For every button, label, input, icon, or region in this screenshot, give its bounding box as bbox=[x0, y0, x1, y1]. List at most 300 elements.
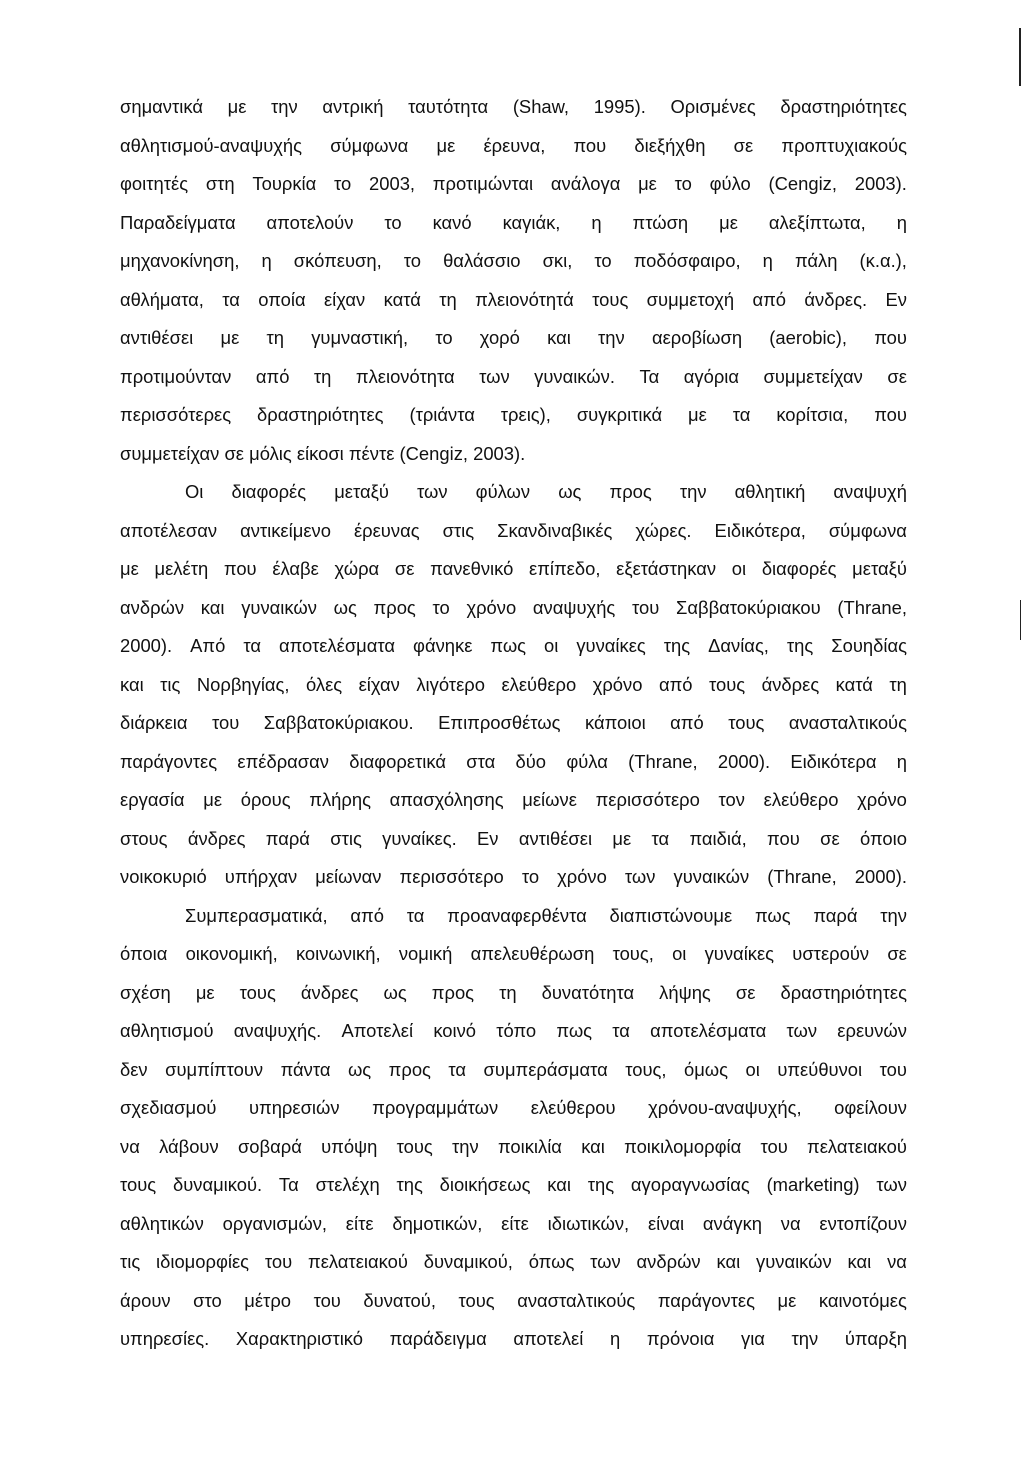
word: χρόνο bbox=[592, 673, 643, 695]
word: τους bbox=[396, 1135, 433, 1157]
word: χώρα bbox=[334, 558, 380, 579]
word: την bbox=[271, 96, 298, 117]
word: ελεύθερο bbox=[763, 789, 839, 810]
word: Σαββατοκύριακου bbox=[676, 596, 821, 618]
word: που bbox=[573, 134, 607, 156]
word: άνδρες bbox=[187, 827, 246, 849]
word: προς bbox=[373, 596, 416, 618]
word: (aerobic), bbox=[769, 327, 847, 348]
text-line bbox=[120, 1243, 907, 1282]
word: αναψυχής. bbox=[233, 1020, 322, 1041]
word: μεταξύ bbox=[334, 481, 389, 502]
word: τις bbox=[120, 1251, 141, 1272]
word: το bbox=[435, 327, 453, 348]
word: συμμετείχαν bbox=[763, 365, 863, 387]
word: των bbox=[417, 481, 448, 502]
word: προς bbox=[388, 1058, 431, 1080]
word: Σουηδίας bbox=[831, 635, 907, 656]
word: της bbox=[786, 635, 814, 656]
word: υπηρεσιών bbox=[248, 1097, 340, 1118]
word: εργασία bbox=[120, 789, 185, 810]
word: τη bbox=[439, 288, 457, 310]
word: στη bbox=[205, 173, 235, 194]
word: κοινωνική, bbox=[295, 943, 381, 964]
word: υπήρχαν bbox=[224, 866, 298, 887]
text-line bbox=[120, 127, 907, 166]
word: καγιάκ, bbox=[502, 211, 561, 233]
word: αναψυχή bbox=[833, 481, 907, 502]
word: τους bbox=[592, 288, 629, 310]
word: κοινό bbox=[433, 1020, 477, 1041]
word: τη bbox=[313, 365, 332, 387]
word: (κ.α.), bbox=[859, 250, 907, 271]
text-line bbox=[120, 704, 907, 743]
word: η bbox=[896, 211, 907, 233]
word: ανδρών bbox=[120, 596, 185, 618]
word: αλεξίπτωτα, bbox=[768, 211, 866, 233]
word: είχαν bbox=[323, 288, 366, 310]
word: εντοπίζουν bbox=[819, 1212, 907, 1234]
word: τη bbox=[499, 981, 517, 1003]
word: κανό bbox=[432, 211, 472, 233]
word: αποτελεί bbox=[513, 1328, 584, 1349]
word: αντρική bbox=[322, 96, 384, 117]
word: πανεθνικό bbox=[430, 558, 514, 579]
word: Ειδικότερα bbox=[790, 750, 877, 772]
word: το bbox=[521, 866, 540, 887]
word: του bbox=[212, 712, 240, 733]
text-line bbox=[120, 242, 907, 281]
word: Τουρκία bbox=[252, 173, 317, 194]
word: χρόνο bbox=[466, 596, 517, 618]
word: αναψυχής bbox=[532, 596, 616, 618]
word: αποτέλεσαν bbox=[120, 519, 218, 541]
word: οποία bbox=[258, 288, 306, 310]
word: των bbox=[590, 1251, 621, 1272]
word: της bbox=[396, 1174, 423, 1195]
word: νοικοκυριό bbox=[120, 866, 207, 887]
word: είναι bbox=[647, 1212, 685, 1234]
word: χορό bbox=[479, 327, 520, 348]
word: με bbox=[719, 211, 738, 233]
word: σε bbox=[887, 365, 907, 387]
text-line bbox=[120, 666, 907, 705]
word: με bbox=[777, 1289, 797, 1311]
word: που bbox=[767, 827, 800, 849]
word: μέτρο bbox=[244, 1289, 292, 1311]
word: αθλητισμού-αναψυχής bbox=[120, 134, 303, 156]
word: όποια bbox=[120, 943, 168, 964]
word: λάβουν bbox=[159, 1135, 219, 1157]
word: γυναίκες. bbox=[382, 827, 457, 849]
word: θαλάσσιο bbox=[443, 250, 521, 271]
word: του bbox=[632, 596, 660, 618]
word: Οι bbox=[185, 481, 204, 502]
word: διαφορές bbox=[761, 558, 837, 579]
word: την bbox=[452, 1135, 479, 1157]
word: σε bbox=[820, 827, 840, 849]
word: η bbox=[609, 1328, 621, 1349]
word: παράδειγμα bbox=[389, 1328, 487, 1349]
text-line bbox=[120, 396, 907, 435]
word: εξετάστηκαν bbox=[616, 558, 717, 579]
text-line bbox=[120, 473, 907, 512]
word: από bbox=[752, 288, 787, 310]
word: ποικιλομορφία bbox=[624, 1135, 742, 1157]
word: όποιο bbox=[859, 827, 907, 849]
word: οφείλουν bbox=[834, 1097, 907, 1118]
word: δημοτικών, bbox=[392, 1212, 483, 1234]
word: δυνατότητα bbox=[541, 981, 635, 1003]
word: 2000). bbox=[854, 866, 907, 887]
word: συμπίπτουν bbox=[165, 1058, 264, 1080]
word: γυναικών bbox=[673, 866, 750, 887]
word: την bbox=[791, 1328, 819, 1349]
word: ως bbox=[347, 1058, 372, 1080]
word: της bbox=[587, 1174, 615, 1195]
word: κατά bbox=[835, 673, 873, 695]
word: και bbox=[581, 1135, 605, 1157]
word: προς bbox=[431, 981, 475, 1003]
word: ανάγκη bbox=[702, 1212, 762, 1234]
text-line: συμμετείχαν σε μόλις είκοσι πέντε (Cengiz, 2003). bbox=[120, 442, 526, 464]
word: αποτελέσματα bbox=[278, 635, 396, 656]
word: από bbox=[255, 365, 290, 387]
text-line bbox=[120, 781, 907, 820]
word: δεν bbox=[120, 1058, 148, 1080]
word: για bbox=[741, 1328, 765, 1349]
word: σχέση bbox=[120, 981, 171, 1003]
word: Νορβηγίας, bbox=[196, 673, 290, 695]
word: έρευνας bbox=[353, 519, 420, 541]
word: επέδρασαν bbox=[237, 750, 329, 772]
word: τους bbox=[458, 1289, 495, 1311]
word: περισσότερο bbox=[399, 866, 504, 887]
text-line bbox=[120, 550, 907, 589]
word: δυναμικού, bbox=[423, 1251, 513, 1272]
word: Από bbox=[190, 635, 226, 656]
word: γυναίκες bbox=[704, 943, 775, 964]
word: φοιτητές bbox=[120, 173, 189, 194]
word: και bbox=[716, 1251, 741, 1272]
word: με bbox=[203, 789, 223, 810]
word: επίπεδο, bbox=[529, 558, 601, 579]
text-line bbox=[120, 1012, 907, 1051]
word: πάλη bbox=[794, 250, 838, 271]
word: του bbox=[760, 1135, 788, 1157]
word: ιδιομορφίες bbox=[156, 1251, 250, 1272]
word: καινοτόμες bbox=[818, 1289, 907, 1311]
word: αεροβίωση bbox=[651, 327, 743, 348]
word: Ειδικότερα, bbox=[714, 519, 806, 541]
word: ελεύθερο bbox=[501, 673, 577, 695]
word: αγόρια bbox=[683, 365, 740, 387]
word: (Thrane, bbox=[767, 866, 837, 887]
word: του bbox=[264, 1251, 293, 1272]
word: παράγοντες bbox=[120, 750, 218, 772]
word: πως bbox=[556, 1020, 593, 1041]
word: οι bbox=[544, 635, 559, 656]
word: ανασταλτικούς bbox=[517, 1289, 636, 1311]
word: σύμφωνα bbox=[828, 519, 907, 541]
word: ως bbox=[333, 596, 357, 618]
word: τους bbox=[120, 1174, 157, 1195]
word: η bbox=[591, 211, 602, 233]
word: στις bbox=[330, 827, 362, 849]
word: αποτελέσματα bbox=[650, 1020, 767, 1041]
word: διαφορές bbox=[231, 481, 307, 502]
word: Εν bbox=[477, 827, 499, 849]
word: σκι, bbox=[542, 250, 573, 271]
word: φύλα bbox=[566, 750, 608, 772]
word: άρουν bbox=[120, 1289, 171, 1311]
word: χρόνου-αναψυχής, bbox=[648, 1097, 802, 1118]
word: προγραμμάτων bbox=[372, 1097, 499, 1118]
word: πελατειακού bbox=[807, 1135, 907, 1157]
word: με bbox=[612, 827, 632, 849]
word: μείωνε bbox=[522, 789, 577, 810]
word: διεξήχθη bbox=[634, 134, 706, 156]
word: συγκριτικά bbox=[576, 404, 663, 425]
text-line bbox=[120, 1166, 907, 1205]
text-line bbox=[120, 1128, 907, 1167]
word: οικονομική, bbox=[185, 943, 278, 964]
word: να bbox=[120, 1135, 140, 1157]
word: Ορισμένες bbox=[670, 96, 756, 117]
word: Χαρακτηριστικό bbox=[235, 1328, 364, 1349]
word: περισσότερες bbox=[120, 404, 232, 425]
word: οι bbox=[745, 1058, 760, 1080]
word: την bbox=[679, 481, 707, 502]
word: με bbox=[120, 558, 139, 579]
word: δραστηριότητες bbox=[257, 404, 384, 425]
word: ποδόσφαιρο, bbox=[633, 250, 741, 271]
word: ελεύθερου bbox=[530, 1097, 616, 1118]
word: πλήρης bbox=[309, 789, 371, 810]
word: Σαββατοκύριακου. bbox=[263, 712, 414, 733]
word: φάνηκε bbox=[413, 635, 473, 656]
text-line bbox=[120, 820, 907, 859]
word: δυνατού, bbox=[363, 1289, 436, 1311]
word: ως bbox=[383, 981, 407, 1003]
text-line bbox=[120, 1051, 907, 1090]
text-line bbox=[120, 319, 907, 358]
word: ως bbox=[558, 481, 582, 502]
word: πτώση bbox=[632, 211, 689, 233]
word: παρά bbox=[813, 904, 858, 926]
word: τους, bbox=[625, 1058, 667, 1080]
word: κατά bbox=[383, 288, 421, 310]
word: συμμετοχή bbox=[646, 288, 735, 310]
word: τις bbox=[160, 673, 181, 695]
word: χρόνο bbox=[857, 789, 907, 810]
word: διάρκεια bbox=[120, 712, 188, 733]
word: Παραδείγματα bbox=[120, 211, 236, 233]
word: με bbox=[220, 327, 240, 348]
scan-edge-mark-top bbox=[1019, 28, 1021, 86]
text-line bbox=[120, 358, 907, 397]
word: τη bbox=[889, 673, 907, 695]
word: Τα bbox=[639, 365, 660, 387]
text-line bbox=[120, 1205, 907, 1244]
text-line bbox=[120, 935, 907, 974]
word: και bbox=[547, 1174, 571, 1195]
word: αθλητική bbox=[734, 481, 806, 502]
word: σε bbox=[887, 943, 907, 964]
word: παιδιά, bbox=[689, 827, 747, 849]
word: χώρες. bbox=[635, 519, 692, 541]
word: άνδρες bbox=[761, 673, 820, 695]
word: η bbox=[261, 250, 272, 271]
word: φύλων bbox=[475, 481, 531, 502]
word: σημαντικά bbox=[120, 96, 203, 117]
text-line bbox=[120, 897, 907, 936]
word: (Thrane, bbox=[837, 596, 907, 618]
word: το bbox=[334, 173, 352, 194]
word: όρους bbox=[240, 789, 291, 810]
text-line bbox=[120, 204, 907, 243]
word: λήψης bbox=[659, 981, 711, 1003]
word: μεταξύ bbox=[852, 558, 907, 579]
text-line bbox=[120, 512, 907, 551]
word: τα bbox=[612, 1020, 630, 1041]
word: αθλήματα, bbox=[120, 288, 204, 310]
word: είτε bbox=[345, 1212, 374, 1234]
word: έλαβε bbox=[272, 558, 319, 579]
word: έρευνα, bbox=[483, 134, 546, 156]
word: 2003). bbox=[854, 173, 907, 194]
text-line bbox=[120, 281, 907, 320]
word: το bbox=[403, 250, 422, 271]
word: τους bbox=[728, 712, 765, 733]
word: πλειονότητά bbox=[475, 288, 574, 310]
word: (Shaw, bbox=[512, 96, 570, 117]
word: του bbox=[313, 1289, 341, 1311]
word: ανάλογα bbox=[550, 173, 621, 194]
word: κορίτσια, bbox=[776, 404, 849, 425]
word: των bbox=[479, 365, 510, 387]
word: των bbox=[876, 1174, 907, 1195]
word: υπηρεσίες. bbox=[120, 1328, 210, 1349]
word: σοβαρά bbox=[237, 1135, 302, 1157]
word: δραστηριότητες bbox=[780, 96, 907, 117]
text-line bbox=[120, 165, 907, 204]
word: όπως bbox=[528, 1251, 575, 1272]
word: το bbox=[432, 596, 450, 618]
word: διαφορετικά bbox=[349, 750, 446, 772]
word: 2000). bbox=[120, 635, 173, 656]
word: παράγοντες bbox=[657, 1289, 755, 1311]
word: περισσότερο bbox=[595, 789, 700, 810]
text-line bbox=[120, 743, 907, 782]
word: τόπο bbox=[496, 1020, 537, 1041]
word: όμως bbox=[683, 1058, 729, 1080]
word: που bbox=[874, 327, 907, 348]
word: υστερούν bbox=[792, 943, 870, 964]
word: η bbox=[896, 750, 907, 772]
word: στις bbox=[442, 519, 475, 541]
word: ταυτότητα bbox=[408, 96, 489, 117]
word: το bbox=[384, 211, 402, 233]
word: γυναικών. bbox=[534, 365, 615, 387]
word: ιδιωτικών, bbox=[547, 1212, 630, 1234]
word: οργανισμών, bbox=[222, 1212, 328, 1234]
word: ανδρών bbox=[636, 1251, 701, 1272]
word: και bbox=[547, 327, 571, 348]
word: ανασταλτικούς bbox=[788, 712, 907, 733]
body-text bbox=[120, 88, 907, 1359]
word: τους bbox=[239, 981, 276, 1003]
word: σε bbox=[735, 981, 756, 1003]
word: Τα bbox=[278, 1174, 299, 1195]
scan-edge-mark-middle bbox=[1020, 600, 1021, 640]
word: με bbox=[688, 404, 707, 425]
word: προαναφερθέντα bbox=[447, 904, 587, 926]
word: πρόνοια bbox=[646, 1328, 715, 1349]
word: Αποτελεί bbox=[341, 1020, 414, 1041]
word: αποτελούν bbox=[266, 211, 354, 233]
word: λιγότερο bbox=[416, 673, 485, 695]
text-line bbox=[120, 974, 907, 1013]
word: τα bbox=[732, 404, 751, 425]
word: διοικήσεως bbox=[439, 1174, 531, 1195]
word: οι bbox=[672, 943, 687, 964]
word: 1995). bbox=[593, 96, 646, 117]
word: μείωναν bbox=[315, 866, 382, 887]
word: αντικείμενο bbox=[240, 519, 331, 541]
word: πως bbox=[754, 904, 791, 926]
word: δραστηριότητες bbox=[780, 981, 907, 1003]
word: αθλητικών bbox=[120, 1212, 204, 1234]
word: του bbox=[879, 1058, 907, 1080]
word: προτιμώνται bbox=[432, 173, 534, 194]
word: τα bbox=[651, 827, 670, 849]
word: (marketing) bbox=[766, 1174, 860, 1195]
word: από bbox=[670, 712, 704, 733]
word: το bbox=[594, 250, 612, 271]
word: από bbox=[350, 904, 384, 926]
word: οι bbox=[731, 558, 747, 579]
word: και bbox=[120, 673, 144, 695]
word: γυμναστική, bbox=[311, 327, 409, 348]
word: Σκανδιναβικές bbox=[497, 519, 613, 541]
word: χρόνο bbox=[557, 866, 607, 887]
word: το bbox=[674, 173, 692, 194]
text-line bbox=[120, 88, 907, 127]
word: (Thrane, bbox=[628, 750, 698, 772]
word: Επιπροσθέτως bbox=[438, 712, 561, 733]
word: διαπιστώνουμε bbox=[609, 904, 733, 926]
word: τα bbox=[406, 904, 425, 926]
word: τους, bbox=[612, 943, 654, 964]
word: Εν bbox=[885, 288, 907, 310]
word: που bbox=[223, 558, 257, 579]
word: των bbox=[624, 866, 656, 887]
word: (Cengiz, bbox=[768, 173, 837, 194]
text-line bbox=[120, 1089, 907, 1128]
word: ερευνών bbox=[837, 1020, 907, 1041]
word: όλες bbox=[306, 673, 343, 695]
word: της bbox=[663, 635, 691, 656]
word: δυναμικού. bbox=[172, 1174, 263, 1195]
word: υπόψη bbox=[321, 1135, 378, 1157]
word: να bbox=[887, 1251, 907, 1272]
word: σχεδιασμού bbox=[120, 1097, 217, 1118]
word: απελευθέρωση bbox=[470, 943, 595, 964]
word: 2000). bbox=[717, 750, 771, 772]
word: Δανίας, bbox=[708, 635, 769, 656]
word: που bbox=[874, 404, 907, 425]
